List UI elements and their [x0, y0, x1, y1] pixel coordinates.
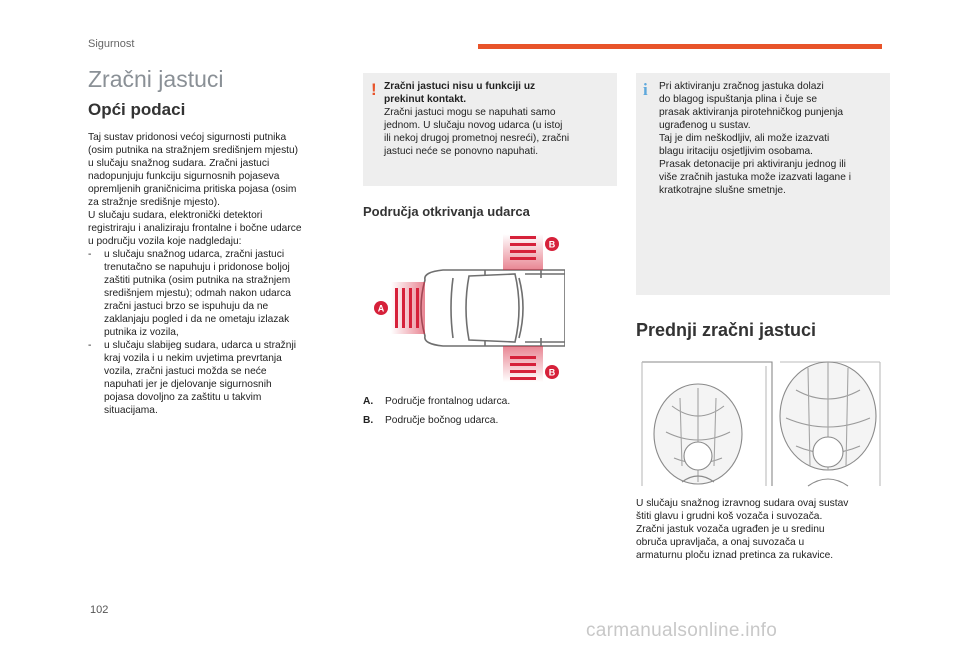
zones-heading: Područja otkrivanja udarca	[363, 204, 530, 219]
info-line: prasak aktiviranja pirotehničkog punjenja	[659, 107, 844, 118]
front-airbags-heading: Prednji zračni jastuci	[636, 320, 817, 340]
warning-icon: !	[371, 80, 377, 99]
general-heading: Opći podaci	[88, 100, 186, 119]
front-line: U slučaju snažnog izravnog sudara ovaj sustav	[636, 498, 849, 509]
page-title: Zračni jastuci	[88, 66, 224, 92]
legend-text: Područje bočnog udarca.	[385, 415, 499, 426]
bullet-line: napuhati jer je djelovanje sigurnosnih	[104, 379, 272, 390]
info-line: blagu iritaciju osjetljivim osobama.	[659, 146, 814, 157]
intro-line: Taj sustav pridonosi većoj sigurnosti putnika	[88, 132, 287, 143]
warning-line: jednom. U slučaju novog udarca (u istoj	[384, 120, 563, 131]
warning-line: Zračni jastuci mogu se napuhati samo	[384, 107, 556, 118]
front-line: obruča upravljača, a onaj suvozača u	[636, 537, 805, 548]
front-airbags-text	[636, 497, 892, 562]
intro-line: registriraju i analiziraju frontalne i bočne udarce	[88, 223, 302, 234]
front-impact-zone	[391, 282, 425, 334]
front-airbags-illustration	[636, 356, 886, 490]
header-accent-bar	[478, 44, 882, 49]
warning-bold-line: Zračni jastuci nisu u funkciji uz	[384, 81, 536, 92]
bullet-line: središnjem mjestu); odmah nakon udarca	[104, 288, 291, 299]
bullet-dash: -	[88, 340, 92, 351]
bullet-line: zračni jastuci brzo se ispuhuju da ne	[104, 301, 269, 312]
marker-a-label: A	[377, 303, 385, 314]
intro-line: u području vozila koje nadgledaju:	[88, 236, 242, 247]
warning-line: ili nekoj drugoj prometnoj nesreći), zračni	[384, 133, 570, 144]
passenger-head-icon	[813, 437, 843, 467]
legend-item-a	[363, 396, 613, 407]
bullet-item	[88, 248, 343, 339]
car-outline-icon	[421, 270, 565, 346]
bullet-line: u slučaju snažnog udarca, zračni jastuci	[104, 249, 285, 260]
section-label: Sigurnost	[88, 38, 135, 50]
impact-zone-diagram	[365, 228, 565, 388]
general-text	[88, 131, 343, 417]
legend-letter: A.	[363, 396, 374, 407]
intro-line: za stražnje središnje mjesto).	[88, 197, 220, 208]
marker-b-bottom-label: B	[548, 367, 556, 378]
info-icon: i	[643, 80, 648, 99]
warning-text	[384, 80, 608, 158]
bullet-item	[88, 339, 343, 417]
bullet-line: zaklanjaju pogled i da ne ometaju izlazak	[104, 314, 290, 325]
info-line: kratkotrajne slušne smetnje.	[659, 185, 786, 196]
info-text	[659, 80, 885, 197]
bullet-line: putnika iz vozila,	[104, 327, 179, 338]
marker-a	[374, 301, 388, 315]
front-line: Zračni jastuk vozača ugrađen je u sredinu	[636, 524, 825, 535]
info-line: Pri aktiviranju zračnog jastuka dolazi	[659, 81, 824, 92]
marker-b-top-label: B	[548, 239, 556, 250]
side-impact-zone-bottom	[503, 346, 543, 382]
side-impact-zone-top	[503, 234, 543, 270]
bullet-line: trenutačno se napuhuju i pridonose boljoj	[104, 262, 290, 273]
bullet-dash: -	[88, 249, 92, 260]
info-line: Prasak detonacije pri aktiviranju jednog ili	[659, 159, 846, 170]
intro-line: u slučaju snažnog sudara. Zračni jastuci	[88, 158, 270, 169]
bullet-text	[104, 248, 343, 339]
bullet-line: situacijama.	[104, 405, 158, 416]
watermark: carmanualsonline.info	[586, 620, 778, 641]
driver-head-icon	[684, 442, 712, 470]
info-line: više zračnih jastuka može izazvati lagane i	[659, 172, 851, 183]
bullet-line: vozila, zračni jastuci možda se neće	[104, 366, 267, 377]
marker-b-bottom	[545, 365, 559, 379]
legend-item-b	[363, 415, 613, 426]
page-number: 102	[90, 604, 109, 616]
intro-line: U slučaju sudara, elektronički detektori	[88, 210, 263, 221]
warning-bold-line: prekinut kontakt.	[384, 94, 467, 105]
bullet-line: pojasa dovoljno za zaštitu u takvim	[104, 392, 262, 403]
front-line: štiti glavu i grudni koš vozača i suvozača.	[636, 511, 823, 522]
front-line: armaturnu ploču iznad pretinca za rukavice.	[636, 550, 834, 561]
intro-line: (osim putnika na stražnjem središnjem mjestu)	[88, 145, 299, 156]
info-line: ugrađenog u sustav.	[659, 120, 751, 131]
marker-b-top	[545, 237, 559, 251]
intro-line: nadopunjuju funkciju sigurnosnih pojaseva	[88, 171, 280, 182]
bullet-line: zaštiti putnika (osim putnika na stražnjem	[104, 275, 291, 286]
legend-text: Područje frontalnog udarca.	[385, 396, 511, 407]
bullet-text	[104, 339, 343, 417]
info-line: Taj je dim neškodljiv, ali može izazvati	[659, 133, 830, 144]
info-line: do blagog ispuštanja plina i čuje se	[659, 94, 818, 105]
warning-line: jastuci neće se ponovno napuhati.	[384, 146, 539, 157]
bullet-line: u slučaju slabijeg sudara, udarca u stražnji	[104, 340, 296, 351]
intro-line: opremljenih graničnicima pritiska pojasa (osim	[88, 184, 297, 195]
bullet-line: kraj vozila i u nekim uvjetima prevrtanja	[104, 353, 282, 364]
legend-letter: B.	[363, 415, 374, 426]
